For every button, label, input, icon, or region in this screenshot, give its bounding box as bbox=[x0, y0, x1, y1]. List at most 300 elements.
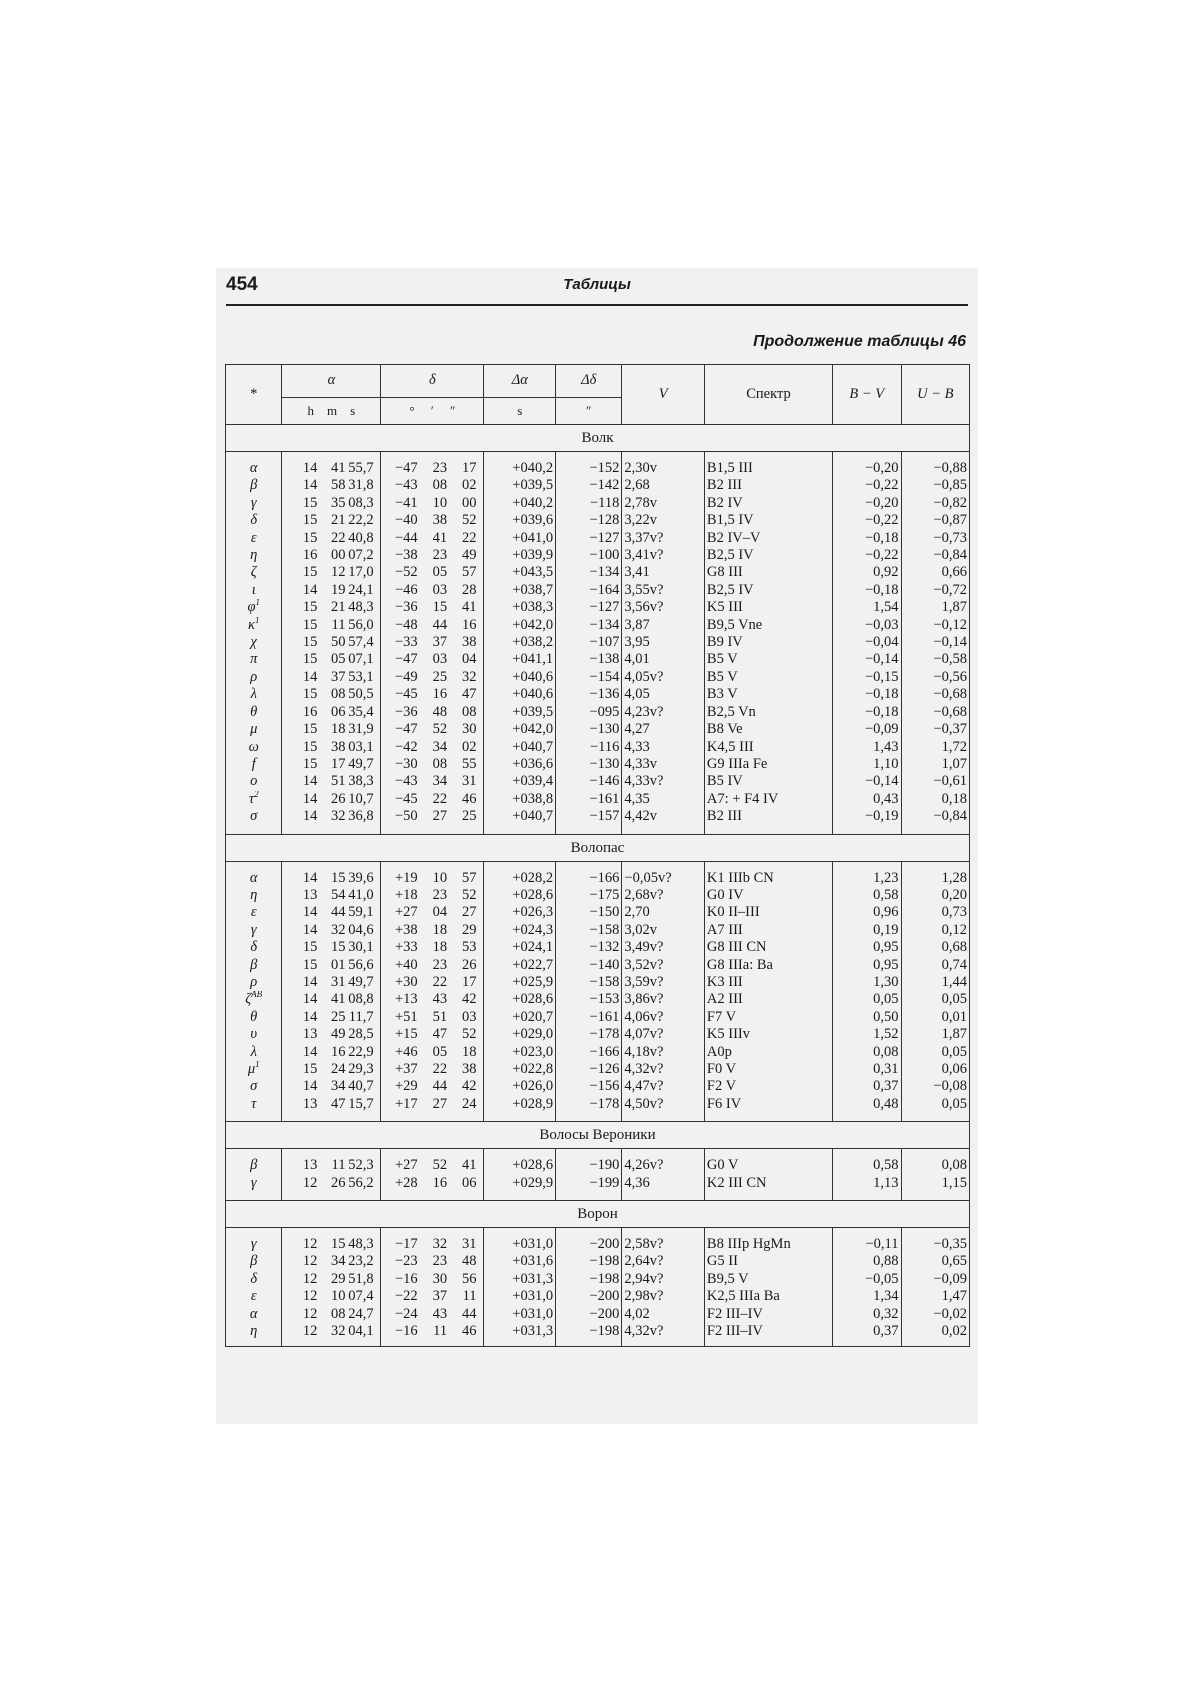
spectral-class: B2,5 Vn bbox=[704, 704, 832, 721]
star-letter: γ bbox=[250, 1236, 257, 1253]
proper-motion-dec: −158 bbox=[556, 974, 622, 991]
ra-part: 22,2 bbox=[348, 512, 374, 529]
ra-part: 35,4 bbox=[348, 703, 374, 720]
color-index-b-v: 0,43 bbox=[833, 791, 901, 808]
ra-part: 54 bbox=[330, 886, 346, 903]
ra-part: 40,7 bbox=[348, 1078, 374, 1095]
ra-part: 15 bbox=[302, 686, 318, 703]
declination bbox=[381, 1157, 484, 1174]
col-subheader-dalpha-unit: s bbox=[484, 398, 556, 425]
declination bbox=[381, 1288, 484, 1305]
dec-part: −36 bbox=[394, 703, 418, 720]
magnitude-v: 3,59v? bbox=[622, 974, 705, 991]
dec-part: +46 bbox=[394, 1043, 418, 1060]
spectral-class: B5 V bbox=[704, 651, 832, 668]
proper-motion-dec: −166 bbox=[556, 870, 622, 887]
dec-part: 41 bbox=[462, 1157, 477, 1174]
dec-part: 00 bbox=[462, 494, 477, 511]
right-ascension bbox=[282, 991, 381, 1008]
magnitude-v: 4,32v? bbox=[622, 1061, 705, 1078]
ra-part: 15 bbox=[302, 529, 318, 546]
dec-part: 52 bbox=[432, 721, 448, 738]
ra-part: 34 bbox=[330, 1078, 346, 1095]
proper-motion-ra: +026,3 bbox=[484, 904, 556, 921]
proper-motion-dec: −150 bbox=[556, 904, 622, 921]
ra-part: 00 bbox=[330, 547, 346, 564]
color-index-b-v: 1,23 bbox=[833, 870, 901, 887]
color-index-b-v: 1,10 bbox=[833, 756, 901, 773]
color-index-b-v: −0,22 bbox=[833, 477, 901, 494]
color-index-b-v: 1,52 bbox=[833, 1026, 901, 1043]
proper-motion-ra: +040,2 bbox=[484, 460, 556, 477]
color-index-b-v: −0,22 bbox=[833, 512, 901, 529]
color-index-u-b: 1,87 bbox=[901, 599, 970, 616]
ra-part: 19 bbox=[330, 581, 346, 598]
dec-part: +37 bbox=[394, 1061, 418, 1077]
table-row bbox=[226, 512, 970, 529]
color-index-b-v: −0,15 bbox=[833, 669, 901, 686]
magnitude-v: 4,42v bbox=[622, 808, 705, 825]
magnitude-v: 3,49v? bbox=[622, 939, 705, 956]
star-designation bbox=[226, 904, 282, 921]
dec-part: −38 bbox=[394, 547, 418, 564]
declination bbox=[381, 530, 484, 547]
declination bbox=[381, 773, 484, 790]
color-index-u-b: −0,14 bbox=[901, 634, 970, 651]
proper-motion-dec: −127 bbox=[556, 599, 622, 616]
dec-part: 23 bbox=[432, 460, 448, 476]
ra-part: 14 bbox=[302, 1008, 318, 1025]
color-index-b-v: 0,37 bbox=[833, 1078, 901, 1095]
star-letter: π bbox=[250, 651, 258, 668]
star-letter: ι bbox=[251, 581, 256, 598]
color-index-b-v: 0,37 bbox=[833, 1323, 901, 1340]
star-letter: ε bbox=[250, 904, 257, 921]
right-ascension bbox=[282, 1096, 381, 1113]
color-index-b-v: 0,05 bbox=[833, 991, 901, 1008]
ra-part: 23,2 bbox=[348, 1253, 374, 1270]
color-index-b-v: 0,32 bbox=[833, 1306, 901, 1323]
dec-part: 17 bbox=[462, 460, 477, 476]
ra-part: 48,3 bbox=[348, 1236, 374, 1253]
table-row bbox=[226, 974, 970, 991]
ra-part: 49,7 bbox=[348, 755, 374, 772]
dec-part: 10 bbox=[432, 869, 448, 886]
star-designation bbox=[226, 756, 282, 773]
color-index-b-v: 0,50 bbox=[833, 1009, 901, 1026]
proper-motion-ra: +028,6 bbox=[484, 1157, 556, 1174]
spectral-class: G0 V bbox=[704, 1157, 832, 1174]
star-designation bbox=[226, 651, 282, 668]
ra-part: 15 bbox=[302, 634, 318, 651]
declination bbox=[381, 495, 484, 512]
dec-part: 24 bbox=[462, 1095, 477, 1112]
declination bbox=[381, 721, 484, 738]
dec-part: 17 bbox=[462, 973, 477, 990]
dec-part: 05 bbox=[432, 1043, 448, 1060]
ra-part: 26 bbox=[330, 790, 346, 807]
proper-motion-ra: +039,5 bbox=[484, 704, 556, 721]
star-designation bbox=[226, 1078, 282, 1095]
star-designation bbox=[226, 1026, 282, 1043]
magnitude-v: 4,33 bbox=[622, 739, 705, 756]
star-letter: α bbox=[249, 460, 258, 476]
proper-motion-ra: +020,7 bbox=[484, 1009, 556, 1026]
star-letter: ω bbox=[248, 738, 259, 755]
color-index-u-b: 1,28 bbox=[901, 870, 970, 887]
dec-part: 03 bbox=[432, 581, 448, 598]
color-index-b-v: −0,18 bbox=[833, 686, 901, 703]
spectral-class: F7 V bbox=[704, 1009, 832, 1026]
proper-motion-dec: −164 bbox=[556, 582, 622, 599]
right-ascension bbox=[282, 721, 381, 738]
dec-part: 23 bbox=[432, 956, 448, 973]
color-index-b-v: −0,18 bbox=[833, 704, 901, 721]
dec-part: −46 bbox=[394, 581, 418, 598]
ra-part: 28,5 bbox=[348, 1026, 374, 1043]
ra-part: 40,8 bbox=[348, 529, 374, 546]
dec-part: −45 bbox=[394, 686, 418, 703]
table-row bbox=[226, 939, 970, 956]
ra-part: 21 bbox=[330, 599, 346, 616]
ra-part: 38 bbox=[330, 738, 346, 755]
color-index-u-b: 1,72 bbox=[901, 739, 970, 756]
ra-part: 25 bbox=[330, 1008, 346, 1025]
ra-part: 14 bbox=[302, 973, 318, 990]
dec-part: −42 bbox=[394, 738, 418, 755]
star-designation bbox=[226, 1236, 282, 1253]
star-letter: χ bbox=[250, 634, 257, 651]
declination bbox=[381, 599, 484, 616]
color-index-u-b: 0,06 bbox=[901, 1061, 970, 1078]
color-index-b-v: 0,95 bbox=[833, 957, 901, 974]
dec-part: 42 bbox=[462, 991, 477, 1008]
table-row bbox=[226, 530, 970, 547]
proper-motion-dec: −140 bbox=[556, 957, 622, 974]
star-designation bbox=[226, 582, 282, 599]
ra-part: 15 bbox=[302, 512, 318, 529]
dec-part: 56 bbox=[462, 1270, 477, 1287]
dec-part: 48 bbox=[432, 703, 448, 720]
dec-part: −40 bbox=[394, 512, 418, 529]
dec-part: 52 bbox=[432, 1157, 448, 1174]
spectral-class: K3 III bbox=[704, 974, 832, 991]
color-index-u-b: −0,68 bbox=[901, 704, 970, 721]
ra-part: 56,6 bbox=[348, 956, 374, 973]
dec-part: +40 bbox=[394, 956, 418, 973]
star-designation bbox=[226, 1271, 282, 1288]
color-index-u-b: −0,88 bbox=[901, 460, 970, 477]
star-designation bbox=[226, 922, 282, 939]
ra-part: 36,8 bbox=[348, 808, 374, 825]
book-page bbox=[216, 268, 978, 1424]
proper-motion-ra: +039,5 bbox=[484, 477, 556, 494]
ra-part: 41 bbox=[330, 991, 346, 1008]
declination bbox=[381, 957, 484, 974]
proper-motion-ra: +031,3 bbox=[484, 1323, 556, 1340]
declination bbox=[381, 1323, 484, 1340]
dec-part: 53 bbox=[462, 939, 477, 956]
color-index-u-b: 0,05 bbox=[901, 1044, 970, 1061]
right-ascension bbox=[282, 1288, 381, 1305]
magnitude-v: 3,87 bbox=[622, 617, 705, 634]
right-ascension bbox=[282, 1253, 381, 1270]
table-row bbox=[226, 477, 970, 494]
col-header-u-b: U − B bbox=[901, 365, 970, 425]
declination bbox=[381, 1306, 484, 1323]
star-designation bbox=[226, 1157, 282, 1174]
star-designation bbox=[226, 957, 282, 974]
spectral-class: A2 III bbox=[704, 991, 832, 1008]
magnitude-v: 3,55v? bbox=[622, 582, 705, 599]
dec-part: −33 bbox=[394, 634, 418, 651]
constellation-name: Ворон bbox=[226, 1201, 970, 1228]
star-letter: δ bbox=[250, 512, 258, 529]
star-letter: ζ bbox=[245, 991, 252, 1008]
dec-part: 57 bbox=[462, 869, 477, 886]
ra-part: 05 bbox=[330, 651, 346, 668]
table-row bbox=[226, 957, 970, 974]
dec-part: −49 bbox=[394, 668, 418, 685]
ra-part: 12 bbox=[330, 564, 346, 581]
magnitude-v: 4,33v bbox=[622, 756, 705, 773]
ra-part: 34 bbox=[330, 1253, 346, 1270]
right-ascension bbox=[282, 599, 381, 616]
spectral-class: K2,5 IIIa Ba bbox=[704, 1288, 832, 1305]
spectral-class: B3 V bbox=[704, 686, 832, 703]
color-index-u-b: −0,84 bbox=[901, 808, 970, 825]
proper-motion-ra: +023,0 bbox=[484, 1044, 556, 1061]
dec-part: 38 bbox=[462, 634, 477, 651]
ra-part: 55,7 bbox=[348, 460, 374, 476]
proper-motion-ra: +029,9 bbox=[484, 1175, 556, 1192]
ra-part: 06 bbox=[330, 703, 346, 720]
spectral-class: B9 IV bbox=[704, 634, 832, 651]
page-number: 454 bbox=[226, 274, 258, 295]
ra-part: 59,1 bbox=[348, 904, 374, 921]
col-header-dalpha: Δα bbox=[484, 365, 556, 398]
table-row bbox=[226, 870, 970, 887]
declination bbox=[381, 1175, 484, 1192]
spacer-row bbox=[226, 1113, 970, 1122]
star-letter: δ bbox=[250, 939, 258, 956]
right-ascension bbox=[282, 1323, 381, 1340]
dec-part: 49 bbox=[462, 547, 477, 564]
ra-part: 12 bbox=[302, 1236, 318, 1253]
proper-motion-ra: +026,0 bbox=[484, 1078, 556, 1095]
color-index-u-b: −0,72 bbox=[901, 582, 970, 599]
dec-part: 52 bbox=[462, 886, 477, 903]
right-ascension bbox=[282, 686, 381, 703]
declination bbox=[381, 564, 484, 581]
magnitude-v: 4,35 bbox=[622, 791, 705, 808]
dec-part: 05 bbox=[432, 564, 448, 581]
proper-motion-ra: +038,8 bbox=[484, 791, 556, 808]
star-index: AB bbox=[251, 991, 263, 1000]
dec-part: 08 bbox=[462, 703, 477, 720]
proper-motion-dec: −199 bbox=[556, 1175, 622, 1192]
proper-motion-ra: +029,0 bbox=[484, 1026, 556, 1043]
proper-motion-dec: −166 bbox=[556, 1044, 622, 1061]
spectral-class: G8 III bbox=[704, 564, 832, 581]
right-ascension bbox=[282, 1236, 381, 1253]
color-index-u-b: 0,65 bbox=[901, 1253, 970, 1270]
star-letter: μ bbox=[247, 1061, 256, 1077]
ra-part: 03,1 bbox=[348, 738, 374, 755]
dec-part: 03 bbox=[462, 1008, 477, 1025]
color-index-b-v: 0,58 bbox=[833, 887, 901, 904]
ra-part: 13 bbox=[302, 1157, 318, 1174]
col-header-v: V bbox=[622, 365, 705, 425]
dec-part: +18 bbox=[394, 886, 418, 903]
dec-part: −16 bbox=[394, 1323, 418, 1340]
dec-part: 15 bbox=[432, 599, 448, 616]
color-index-b-v: 1,54 bbox=[833, 599, 901, 616]
declination bbox=[381, 1061, 484, 1078]
spectral-class: G0 IV bbox=[704, 887, 832, 904]
star-letter: μ bbox=[250, 721, 258, 738]
right-ascension bbox=[282, 460, 381, 477]
proper-motion-dec: −107 bbox=[556, 634, 622, 651]
right-ascension bbox=[282, 922, 381, 939]
dec-part: 38 bbox=[462, 1061, 477, 1077]
right-ascension bbox=[282, 1009, 381, 1026]
dec-part: −47 bbox=[394, 721, 418, 738]
declination bbox=[381, 1271, 484, 1288]
proper-motion-dec: −200 bbox=[556, 1306, 622, 1323]
dec-part: 16 bbox=[432, 1174, 448, 1191]
table-row bbox=[226, 1026, 970, 1043]
proper-motion-ra: +039,9 bbox=[484, 547, 556, 564]
color-index-b-v: 0,96 bbox=[833, 904, 901, 921]
dec-part: 48 bbox=[462, 1253, 477, 1270]
right-ascension bbox=[282, 791, 381, 808]
table-row bbox=[226, 617, 970, 634]
star-designation bbox=[226, 870, 282, 887]
ra-part: 14 bbox=[302, 991, 318, 1008]
ra-part: 53,1 bbox=[348, 668, 374, 685]
star-designation bbox=[226, 460, 282, 477]
dec-part: −48 bbox=[394, 616, 418, 633]
star-designation bbox=[226, 1175, 282, 1192]
dec-part: −24 bbox=[394, 1305, 418, 1322]
proper-motion-dec: −198 bbox=[556, 1271, 622, 1288]
spectral-class: B2,5 IV bbox=[704, 547, 832, 564]
right-ascension bbox=[282, 939, 381, 956]
col-header-b-v: B − V bbox=[833, 365, 901, 425]
table-row bbox=[226, 582, 970, 599]
star-designation bbox=[226, 721, 282, 738]
dec-part: 26 bbox=[462, 956, 477, 973]
color-index-b-v: 0,58 bbox=[833, 1157, 901, 1174]
proper-motion-dec: −161 bbox=[556, 791, 622, 808]
declination bbox=[381, 887, 484, 904]
magnitude-v: 4,32v? bbox=[622, 1323, 705, 1340]
dec-part: −16 bbox=[394, 1270, 418, 1287]
star-letter: λ bbox=[250, 686, 257, 703]
proper-motion-ra: +036,6 bbox=[484, 756, 556, 773]
star-designation bbox=[226, 599, 282, 616]
color-index-b-v: −0,04 bbox=[833, 634, 901, 651]
magnitude-v: 3,02v bbox=[622, 922, 705, 939]
dec-part: 16 bbox=[462, 616, 477, 633]
declination bbox=[381, 547, 484, 564]
proper-motion-ra: +039,6 bbox=[484, 512, 556, 529]
proper-motion-dec: −142 bbox=[556, 477, 622, 494]
proper-motion-ra: +038,7 bbox=[484, 582, 556, 599]
star-letter: ε bbox=[250, 1288, 257, 1305]
star-letter: γ bbox=[250, 921, 257, 938]
proper-motion-ra: +040,6 bbox=[484, 669, 556, 686]
ra-part: 47 bbox=[330, 1095, 346, 1112]
right-ascension bbox=[282, 739, 381, 756]
right-ascension bbox=[282, 870, 381, 887]
dec-part: 41 bbox=[462, 599, 477, 616]
dec-part: 04 bbox=[462, 651, 477, 668]
dec-part: 02 bbox=[462, 477, 477, 494]
color-index-u-b: −0,08 bbox=[901, 1078, 970, 1095]
dec-part: 22 bbox=[432, 973, 448, 990]
ra-part: 12 bbox=[302, 1174, 318, 1191]
magnitude-v: 2,70 bbox=[622, 904, 705, 921]
table-row bbox=[226, 669, 970, 686]
dec-part: +51 bbox=[394, 1008, 418, 1025]
dec-part: 18 bbox=[462, 1043, 477, 1060]
declination bbox=[381, 870, 484, 887]
star-letter: υ bbox=[250, 1026, 258, 1043]
dec-part: 16 bbox=[432, 686, 448, 703]
color-index-u-b: −0,12 bbox=[901, 617, 970, 634]
dec-part: −23 bbox=[394, 1253, 418, 1270]
dec-part: 28 bbox=[462, 581, 477, 598]
section-header-row bbox=[226, 834, 970, 861]
ra-part: 16 bbox=[330, 1043, 346, 1060]
spectral-class: G5 II bbox=[704, 1253, 832, 1270]
table-row bbox=[226, 791, 970, 808]
declination bbox=[381, 1078, 484, 1095]
table-row bbox=[226, 1009, 970, 1026]
star-designation bbox=[226, 686, 282, 703]
color-index-b-v: −0,11 bbox=[833, 1236, 901, 1253]
table-row bbox=[226, 991, 970, 1008]
color-index-u-b: 0,05 bbox=[901, 991, 970, 1008]
table-row bbox=[226, 704, 970, 721]
ra-part: 15 bbox=[330, 1236, 346, 1253]
magnitude-v: 2,58v? bbox=[622, 1236, 705, 1253]
magnitude-v: 3,56v? bbox=[622, 599, 705, 616]
table-row bbox=[226, 1078, 970, 1095]
table-row bbox=[226, 686, 970, 703]
color-index-b-v: −0,18 bbox=[833, 530, 901, 547]
star-letter: η bbox=[250, 886, 258, 903]
proper-motion-dec: −130 bbox=[556, 756, 622, 773]
star-designation bbox=[226, 887, 282, 904]
ra-part: 16 bbox=[302, 547, 318, 564]
magnitude-v: 3,37v? bbox=[622, 530, 705, 547]
ra-part: 14 bbox=[302, 869, 318, 886]
col-subheader-ddelta-unit: ″ bbox=[556, 398, 622, 425]
magnitude-v: −0,05v? bbox=[622, 870, 705, 887]
proper-motion-dec: −146 bbox=[556, 773, 622, 790]
table-continuation-caption: Продолжение таблицы 46 bbox=[753, 333, 966, 350]
spectral-class: B2,5 IV bbox=[704, 582, 832, 599]
proper-motion-ra: +028,2 bbox=[484, 870, 556, 887]
proper-motion-dec: −134 bbox=[556, 617, 622, 634]
ra-part: 18 bbox=[330, 721, 346, 738]
magnitude-v: 4,07v? bbox=[622, 1026, 705, 1043]
star-designation bbox=[226, 1253, 282, 1270]
ra-part: 15 bbox=[302, 599, 318, 616]
